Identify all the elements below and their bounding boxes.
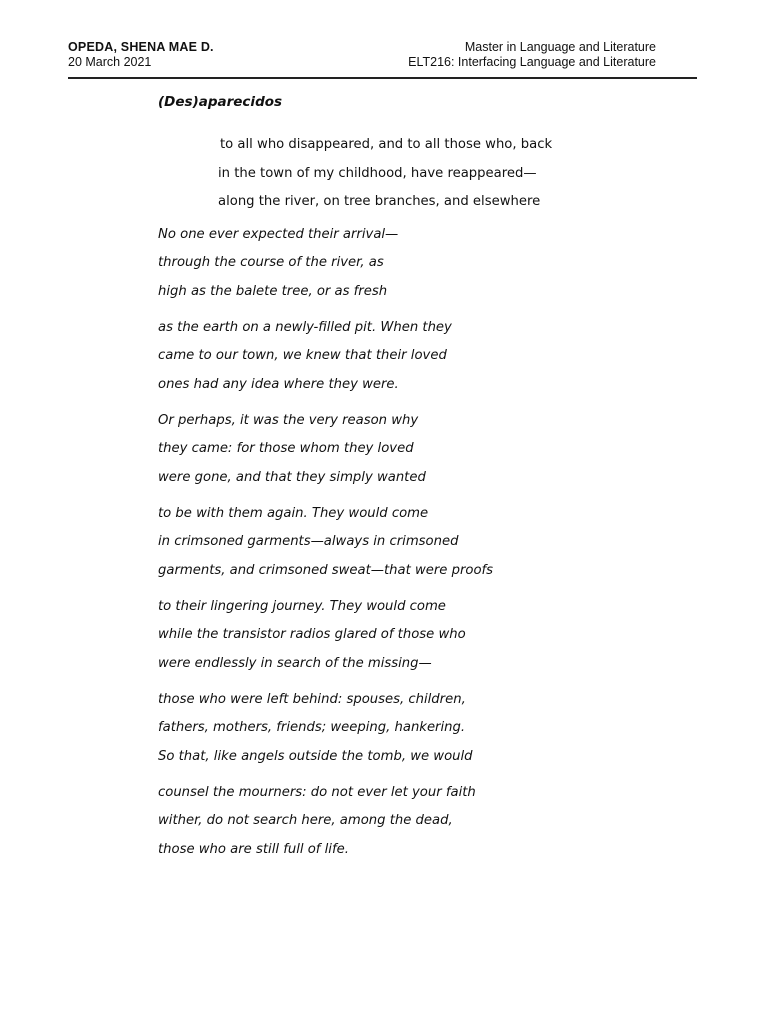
poem-title: (Des)aparecidos [158, 94, 283, 110]
course-name: ELT216: Interfacing Language and Literature [408, 55, 656, 69]
stanza-5 [158, 593, 608, 678]
submission-date: 20 March 2021 [68, 55, 152, 69]
header-right [408, 40, 656, 70]
verse-line: through the course of the river, as [158, 255, 384, 271]
dedication-line: in the town of my childhood, have reappeared— [218, 165, 537, 181]
verse-line: Or perhaps, it was the very reason why [158, 413, 419, 428]
verse-line: counsel the mourners: do not ever let your faith [158, 785, 476, 800]
verse-line: were endlessly in search of the missing— [158, 655, 432, 671]
header-divider [68, 77, 697, 79]
stanza-4 [158, 500, 608, 585]
verse-line: they came: for those whom they loved [158, 441, 414, 457]
stanza-3 [158, 407, 608, 492]
program-name: Master in Language and Literature [464, 40, 656, 54]
verse-line: in crimsoned garments—always in crimsoned [158, 534, 459, 550]
stanza-6 [158, 686, 608, 771]
dedication-line: along the river, on tree branches, and elsewhere [218, 194, 541, 209]
verse-line: So that, like angels outside the tomb, we would [158, 748, 473, 764]
header-left [68, 40, 214, 70]
verse-line: No one ever expected their arrival— [158, 227, 399, 242]
stanza-1 [158, 221, 608, 306]
verse-line: to their lingering journey. They would come [158, 599, 446, 614]
verse-line: came to our town, we knew that their loved [158, 348, 447, 364]
verse-line: as the earth on a newly-filled pit. When they [158, 320, 452, 335]
verse-line: were gone, and that they simply wanted [158, 469, 426, 485]
verse-line: fathers, mothers, friends; weeping, hankering. [158, 720, 466, 736]
verse-line: those who were left behind: spouses, children, [158, 692, 466, 707]
page-header [68, 40, 696, 78]
author-name: OPEDA, SHENA MAE D. [68, 40, 214, 54]
verse-line: to be with them again. They would come [158, 506, 429, 521]
poem-dedication [218, 131, 638, 217]
verse-line: ones had any idea where they were. [158, 376, 399, 392]
verse-line: garments, and crimsoned sweat—that were proofs [158, 562, 494, 578]
verse-line: those who are still full of life. [158, 841, 349, 857]
verse-line: wither, do not search here, among the dead, [158, 813, 453, 829]
stanza-7 [158, 779, 608, 864]
verse-line: high as the balete tree, or as fresh [158, 283, 388, 299]
verse-line: while the transistor radios glared of those who [158, 627, 466, 643]
stanza-2 [158, 314, 608, 399]
dedication-line: to all who disappeared, and to all those who, back [220, 137, 553, 152]
